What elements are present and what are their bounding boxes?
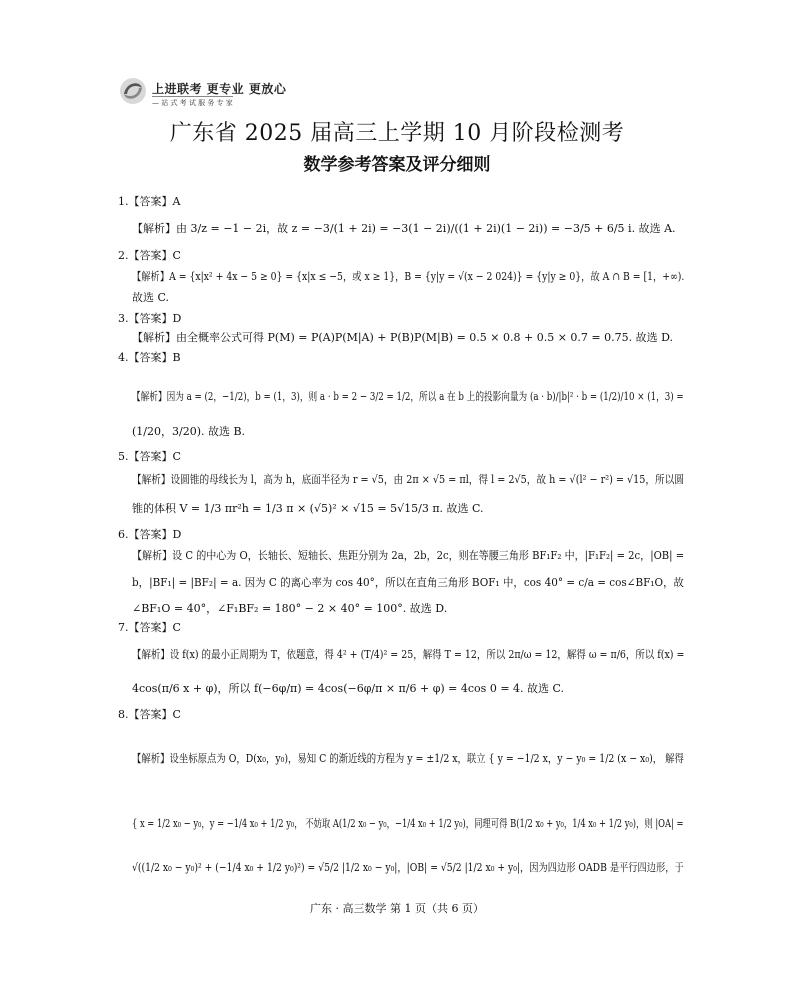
- explanation-line: 4cos(π/6 x + φ)，所以 f(−6φ/π) = 4cos(−6φ/π × π/6 + φ) = 4cos 0 = 4. 故选 C.: [132, 682, 565, 695]
- answer-line: 8.【答案】C: [118, 708, 181, 721]
- explanation-line: 【解析】因为 a = (2，−1/2)，b = (1，3)，则 a · b = 2 − 3/2 = 1/2，所以 a 在 b 上的投影向量为 (a · b)/|b|² · b = (1/2)/10 × (1，3) =: [132, 390, 684, 403]
- explanation-line: 锥的体积 V = 1/3 πr²h = 1/3 π × (√5)² × √15 = 5√15/3 π. 故选 C.: [132, 502, 484, 515]
- page-title: 广东省 2025 届高三上学期 10 月阶段检测考: [169, 121, 625, 146]
- explanation-line: 【解析】设圆锥的母线长为 l，高为 h，底面半径为 r = √5，由 2π × √5 = πl，得 l = 2√5，故 h = √(l² − r²) = √15，所以圆: [132, 473, 684, 486]
- answer-line: 7.【答案】C: [118, 621, 181, 634]
- explanation-line: (1/20，3/20). 故选 B.: [132, 425, 246, 438]
- answer-line: 3.【答案】D: [118, 312, 182, 325]
- explanation-line: 【解析】设 C 的中心为 O，长轴长、短轴长、焦距分别为 2a，2b，2c，则在等腰三角形 BF₁F₂ 中，|F₁F₂| = 2c，|OB| =: [132, 549, 685, 562]
- explanation-line: 【解析】设坐标原点为 O，D(x₀，y₀)，易知 C 的渐近线的方程为 y = ±1/2 x，联立 { y = −1/2 x，y − y₀ = 1/2 (x − x₀)， 解得: [132, 752, 684, 765]
- answer-line: 6.【答案】D: [118, 528, 182, 541]
- explanation-line: √((1/2 x₀ − y₀)² + (−1/4 x₀ + 1/2 y₀)²) = √5/2 |1/2 x₀ − y₀|，|OB| = √5/2 |1/2 x₀ + y₀|，因为四边形 OADB 是平行四边形，于: [132, 861, 684, 874]
- logo-tagline: — 站 式 考 试 服 务 专 家: [152, 96, 233, 108]
- explanation-line: { x = 1/2 x₀ − y₀，y = −1/4 x₀ + 1/2 y₀， 不妨取 A(1/2 x₀ − y₀，−1/4 x₀ + 1/2 y₀)，同理可得 B(1/2 x₀ + y₀，1/4 x₀ + 1/2 y₀)，则 |OA| =: [132, 817, 684, 830]
- explanation-line: 故选 C.: [132, 291, 170, 304]
- explanation-line: 【解析】由 3/z = −1 − 2i，故 z = −3/(1 + 2i) = −3(1 − 2i)/((1 + 2i)(1 − 2i)) = −3/5 + 6/5 i. 故选 A.: [132, 222, 676, 235]
- logo-slogan: 上进联考 更专业 更放心: [152, 82, 287, 96]
- answer-line: 4.【答案】B: [118, 351, 181, 364]
- explanation-line: 【解析】设 f(x) 的最小正周期为 T，依题意，得 4² + (T/4)² = 25，解得 T = 12，所以 2π/ω = 12，解得 ω = π/6，所以 f(x) =: [132, 648, 685, 661]
- explanation-line: 【解析】由全概率公式可得 P(M) = P(A)P(M|A) + P(B)P(M|B) = 0.5 × 0.8 + 0.5 × 0.7 = 0.75. 故选 D.: [132, 331, 674, 344]
- page-footer: 广东 · 高三数学 第 1 页（共 6 页）: [310, 902, 484, 915]
- answer-line: 2.【答案】C: [118, 249, 181, 262]
- page-subtitle: 数学参考答案及评分细则: [303, 155, 491, 175]
- answer-line: 5.【答案】C: [118, 450, 181, 463]
- logo-swirl-icon: [118, 76, 148, 106]
- explanation-line: b，|BF₁| = |BF₂| = a. 因为 C 的离心率为 cos 40°，所以在直角三角形 BOF₁ 中，cos 40° = c/a = cos∠BF₁O，故: [132, 576, 684, 589]
- explanation-line: 【解析】A = {x|x² + 4x − 5 ≥ 0} = {x|x ≤ −5，或 x ≥ 1}，B = {y|y = √(x − 2 024)} = {y|y ≥ 0}，故 A ∩ B = [1，+∞).: [132, 270, 685, 283]
- answer-line: 1.【答案】A: [118, 195, 181, 208]
- explanation-line: ∠BF₁O = 40°，∠F₁BF₂ = 180° − 2 × 40° = 100°. 故选 D.: [132, 602, 448, 615]
- brand-logo: [118, 76, 288, 110]
